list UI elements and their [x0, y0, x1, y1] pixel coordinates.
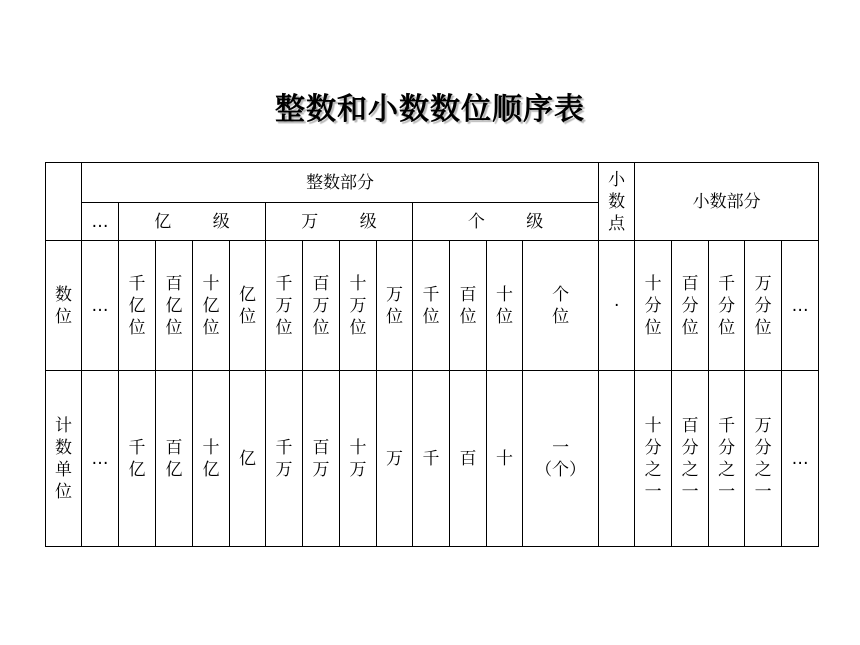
integer-part-header: 整数部分	[82, 163, 599, 203]
unit-cell: 百	[450, 371, 487, 547]
unit-cell-empty	[599, 371, 635, 547]
row-label-place: 数位	[46, 241, 82, 371]
unit-cell: 十万	[340, 371, 377, 547]
place-value-table	[45, 162, 819, 547]
unit-cell: …	[782, 371, 819, 547]
place-cell: 千亿位	[119, 241, 156, 371]
row-label-unit: 计数单位	[46, 371, 82, 547]
unit-cell: 一 （个）	[523, 371, 599, 547]
place-cell: 十分位	[635, 241, 672, 371]
place-cell: 亿位	[230, 241, 266, 371]
place-cell: …	[782, 241, 819, 371]
place-cell: 十万位	[340, 241, 377, 371]
place-cell: 个位	[523, 241, 599, 371]
decimal-part-header: 小数部分	[635, 163, 819, 241]
unit-cell: 亿	[230, 371, 266, 547]
place-cell: …	[82, 241, 119, 371]
ge-level-header: 个 级	[413, 203, 599, 241]
unit-cell: 千亿	[119, 371, 156, 547]
yi-level-header: 亿 级	[119, 203, 266, 241]
corner-cell	[46, 163, 82, 241]
place-cell: 十亿位	[193, 241, 230, 371]
place-cell: 百亿位	[156, 241, 193, 371]
place-cell: 百分位	[672, 241, 709, 371]
unit-cell: 千分之一	[709, 371, 745, 547]
unit-cell: …	[82, 371, 119, 547]
place-cell: 千万位	[266, 241, 303, 371]
unit-cell: 百分之一	[672, 371, 709, 547]
page-title: 整数和小数数位顺序表	[275, 92, 585, 127]
place-cell: 百万位	[303, 241, 340, 371]
place-cell: 百位	[450, 241, 487, 371]
unit-cell: 万	[377, 371, 413, 547]
place-cell: 十位	[487, 241, 523, 371]
unit-cell: 百万	[303, 371, 340, 547]
unit-cell: 十分之一	[635, 371, 672, 547]
place-cell: 万分位	[745, 241, 782, 371]
decimal-point-cell: ·	[599, 241, 635, 371]
unit-cell: 十	[487, 371, 523, 547]
unit-cell: 千万	[266, 371, 303, 547]
unit-cell: 十亿	[193, 371, 230, 547]
place-cell: 千分位	[709, 241, 745, 371]
unit-cell: 万分之一	[745, 371, 782, 547]
wan-level-header: 万 级	[266, 203, 413, 241]
decimal-point-header: 小数点	[599, 163, 635, 241]
integer-ellipsis: …	[82, 203, 119, 241]
unit-cell: 百亿	[156, 371, 193, 547]
place-cell: 万位	[377, 241, 413, 371]
place-cell: 千位	[413, 241, 450, 371]
unit-cell: 千	[413, 371, 450, 547]
